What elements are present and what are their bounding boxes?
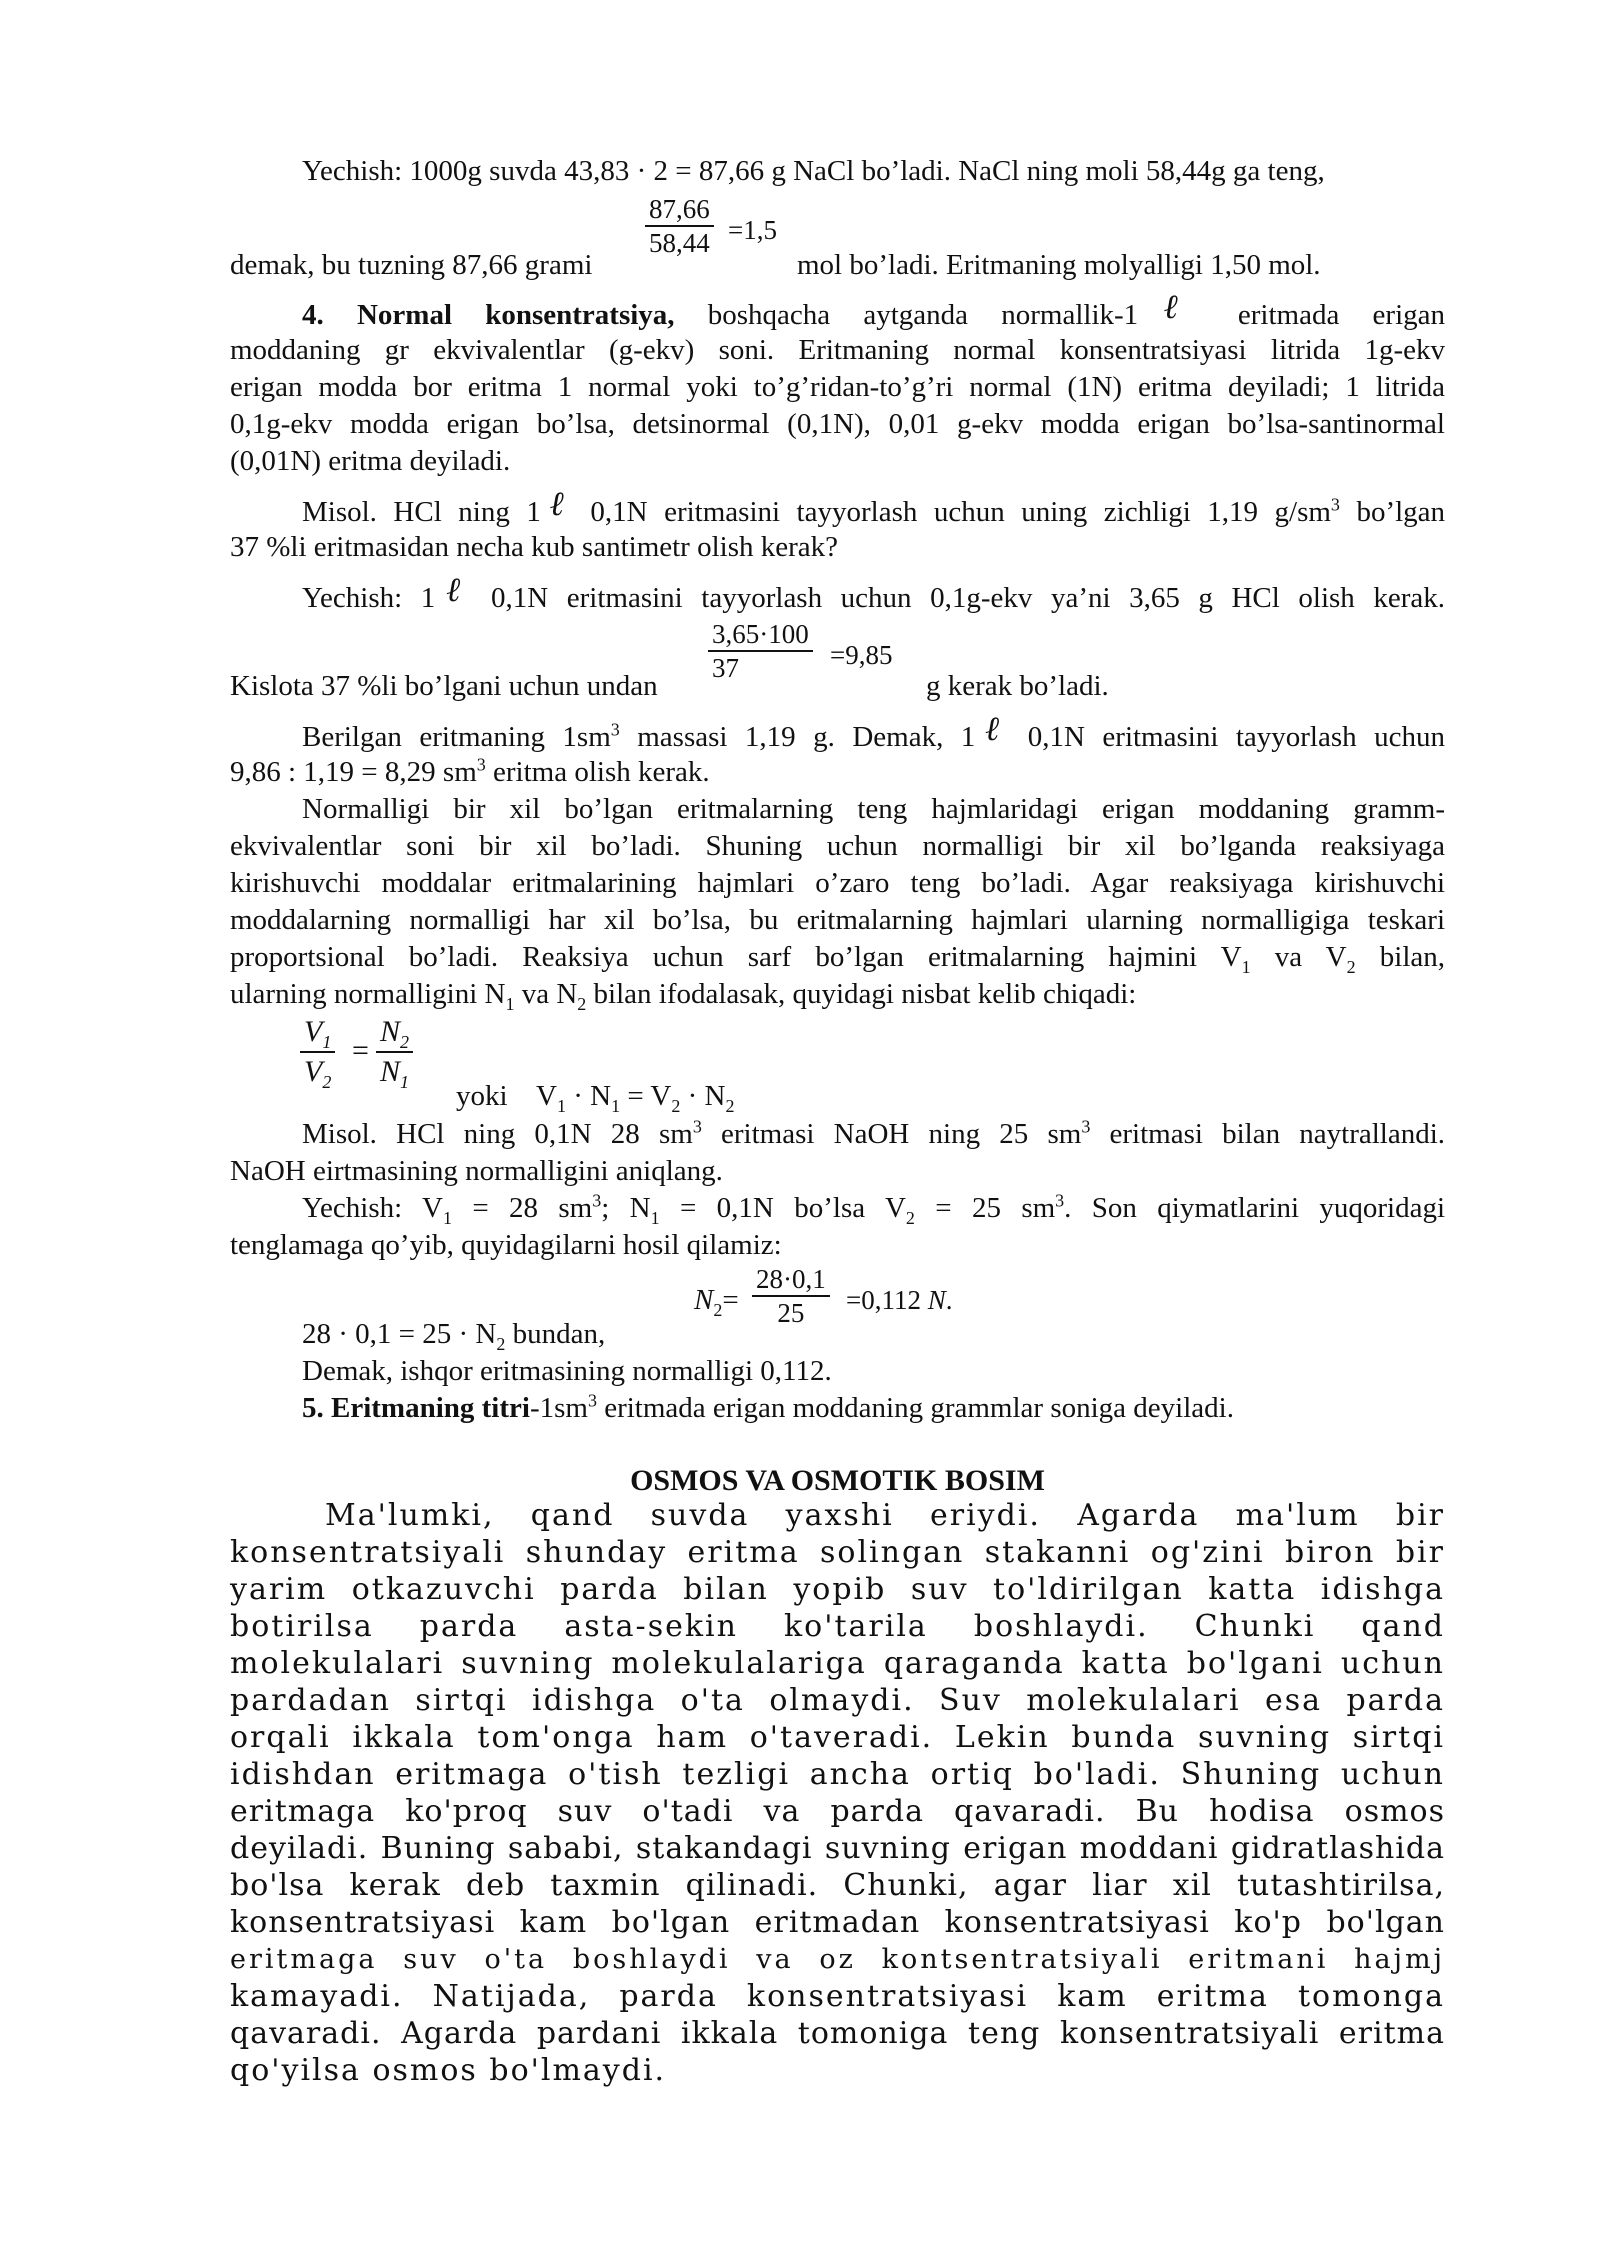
superscript: 3: [476, 754, 486, 775]
text-line: [302, 1390, 1445, 1426]
text-line: kirishuvchi moddalar eritmalarining hajmlari o’zaro teng bo’ladi. Agar reaksiyaga kirishuvchi: [230, 867, 1445, 899]
subscript: 1: [442, 1207, 452, 1228]
text-span: eritmada erigan moddaning grammlar soniga deyiladi.: [604, 1392, 1234, 1424]
text-line: [302, 709, 1445, 755]
liter-symbol: ℓ: [540, 484, 574, 524]
fraction-denominator: $N_1$: [380, 1055, 410, 1092]
text-line: [302, 1116, 1445, 1152]
text-line: Kislota 37 %li bo’lgani uchun undan: [230, 670, 658, 702]
text-line: g kerak bo’ladi.: [926, 670, 1109, 702]
superscript: 3: [592, 1190, 602, 1211]
text-line: demak, bu tuzning 87,66 grami: [230, 249, 593, 281]
text-line: konsentratsiyali shunday eritma solingan stakanni og'zini biron bir: [230, 1535, 1445, 1570]
text-span: bilan,: [1379, 941, 1446, 973]
text-line: [230, 976, 1445, 1012]
text-line: kamayadi. Natijada, parda konsentratsiyasi kam eritma tomonga: [230, 1979, 1445, 2014]
fraction-denominator: 58,44: [649, 228, 710, 258]
text-span: Berilgan eritmaning 1sm: [302, 721, 611, 753]
text-line: [302, 484, 1446, 530]
fraction-denominator: 25: [777, 1298, 805, 1328]
text-line: [302, 287, 1445, 333]
text-line: 0,1g-ekv modda erigan bo’lsa, detsinormal (0,1N), 0,01 g-ekv modda erigan bo’lsa-santinormal: [230, 408, 1445, 440]
subscript: 1: [650, 1207, 660, 1228]
section-title: 5. Eritmaning titri: [302, 1392, 530, 1424]
text-line: (0,01N) eritma deyiladi.: [230, 445, 511, 477]
fraction-result: =1,5: [728, 215, 777, 245]
text-span: bo’lgan: [1356, 496, 1446, 528]
text-span: 9,86 : 1,19 = 8,29 sm: [230, 756, 477, 788]
text-span: eritma olish kerak.: [493, 756, 710, 788]
text-span: 0,1N eritmasini tayyorlash uchun: [1027, 721, 1445, 753]
text-span: eritmasi bilan naytrallandi.: [1109, 1118, 1446, 1150]
text-line: konsentratsiyasi kam bo'lgan eritmadan konsentratsiyasi ko'p bo'lgan: [230, 1905, 1445, 1940]
superscript: 3: [692, 1116, 702, 1137]
fraction-numerator: $V_1$: [304, 1015, 332, 1052]
text-span: -1sm: [529, 1392, 588, 1424]
text-line: orqali ikkala tom'onga ham o'taveradi. Lekin bunda suvning sirtqi: [230, 1720, 1445, 1755]
text-line: [302, 570, 1446, 616]
text-line: 37 %li eritmasidan necha kub santimetr olish kerak?: [230, 531, 839, 563]
text-line: $28 \cdot 0,1 = 25 \cdot N_2$ bundan,: [302, 1318, 606, 1354]
subscript: 2: [577, 993, 587, 1014]
text-line: bo'lsa kerak deb taxmin qilinadi. Chunki, agar liar xil tutashtirilsa,: [230, 1868, 1445, 1903]
text-line: [230, 754, 1445, 790]
text-line: Yechish: 1000g suvda 43,83 · 2 = 87,66 g NaCl bo’ladi. NaCl ning moli 58,44g ga teng,: [302, 155, 1325, 187]
fraction-molality: [645, 193, 714, 259]
fraction-denominator: $V_2$: [304, 1055, 332, 1092]
text-line: Normalligi bir xil bo’lgan eritmalarning teng hajmlaridagi erigan moddaning gramm-: [302, 793, 1445, 825]
fraction-v1-v2: [300, 1013, 335, 1091]
text-line: [302, 1190, 1445, 1226]
text-span: 0,1N eritmasini tayyorlash uchun 0,1g-ekv ya’ni 3,65 g HCl olish kerak.: [491, 582, 1446, 614]
section-title: 4. Normal konsentratsiya,: [302, 299, 675, 331]
liter-symbol: ℓ: [975, 709, 1011, 749]
text-span: bilan ifodalasak, quyidagi nisbat kelib chiqadi:: [593, 978, 1137, 1010]
liter-symbol: ℓ: [1138, 287, 1205, 327]
equals-sign: =: [352, 1034, 369, 1067]
fraction-result: =0,112 N.: [846, 1285, 953, 1315]
fraction-numerator: 3,65·100: [712, 619, 809, 649]
text-line: NaOH eirtmasining normalligini aniqlang.: [230, 1155, 723, 1187]
superscript: 3: [1081, 1116, 1091, 1137]
text-span: Misol. HCl ning 1: [302, 496, 541, 528]
text-line: deyiladi. Buning sababi, stakandagi suvning erigan moddani gidratlashida: [230, 1831, 1445, 1866]
text-line: molekulalari suvning molekulalariga qaraganda katta bo'lgani uchun: [230, 1646, 1445, 1681]
subscript: 2: [905, 1207, 915, 1228]
fraction-numerator: 87,66: [649, 194, 710, 224]
text-line: moddaning gr ekvivalentlar (g-ekv) soni. Eritmaning normal konsentratsiyasi litrida 1g-ekv: [230, 334, 1445, 366]
text-line: qo'yilsa osmos bo'lmaydi.: [230, 2053, 667, 2088]
text-span: Yechish: 1: [302, 582, 436, 614]
fraction-numerator: 28·0,1: [756, 1264, 826, 1294]
fraction-denominator: 37: [712, 653, 739, 683]
fraction-volume: [708, 618, 813, 684]
text-line: pardadan sirtqi idishga o'ta olmaydi. Suv molekulalari esa parda: [230, 1683, 1445, 1718]
text-line: Demak, ishqor eritmasining normalligi 0,112.: [302, 1355, 832, 1387]
text-line: botirilsa parda asta-sekin ko'tarila boshlaydi. Chunki qand: [230, 1609, 1445, 1644]
superscript: 3: [1055, 1190, 1065, 1211]
equation-text: $V_1 \cdot N_1 = V_2 \cdot N_2$: [536, 1080, 735, 1116]
text-line: idishdan eritmaga o'tish tezligi ancha ortiq bo'ladi. Shuning uchun: [230, 1757, 1445, 1792]
text-line: eritmaga ko'proq suv o'tadi va parda qavaradi. Bu hodisa osmos: [230, 1794, 1445, 1829]
text-line: qavaradi. Agarda pardani ikkala tomoniga teng konsentratsiyali eritma: [230, 2016, 1445, 2051]
superscript: 3: [610, 719, 620, 740]
text-span: massasi 1,19 g. Demak, 1: [637, 721, 976, 753]
text-span: boshqacha aytganda normallik-1: [707, 299, 1139, 331]
n2-symbol: $N_2=$: [694, 1284, 739, 1320]
text-span: proportsional bo’ladi. Reaksiya uchun sarf bo’lgan eritmalarning hajmini V: [230, 941, 1242, 973]
text-line: yarim otkazuvchi parda bilan yopib suv to'ldirilgan katta idishga: [230, 1572, 1445, 1607]
section-heading: OSMOS VA OSMOTIK BOSIM: [630, 1464, 1045, 1497]
text-span: yoki: [456, 1080, 508, 1112]
text-span: Yechish: V: [302, 1192, 443, 1224]
text-span: va V: [1274, 941, 1347, 973]
liter-symbol: ℓ: [435, 570, 473, 610]
text-line: [230, 939, 1445, 975]
superscript: 3: [587, 1390, 597, 1411]
subscript: 1: [505, 993, 515, 1014]
text-span: = 25 sm: [914, 1192, 1056, 1224]
text-line: moddalarning normalligi har xil bo’lsa, bu eritmalarning hajmlari ularning normalligiga teskari: [230, 904, 1445, 936]
text-line: Ma'lumki, qand suvda yaxshi eriydi. Agarda ma'lum bir: [325, 1498, 1445, 1533]
fraction-n2-n1: [376, 1013, 413, 1091]
text-line: erigan modda bor eritma 1 normal yoki to’g’ridan-to’g’ri normal (1N) eritma deyiladi; 1 litrida: [230, 371, 1445, 403]
fraction-numerator: $N_2$: [380, 1015, 410, 1052]
text-line: tenglamaga qo’yib, quyidagilarni hosil qilamiz:: [230, 1229, 782, 1261]
text-span: = 28 sm: [451, 1192, 593, 1224]
subscript: 1: [1241, 956, 1251, 977]
text-span: = 0,1N bo’lsa V: [659, 1192, 906, 1224]
text-span: . Son qiymatlarini yuqoridagi: [1064, 1192, 1446, 1224]
text-span: eritmada erigan: [1237, 299, 1445, 331]
text-span: ; N: [601, 1192, 651, 1224]
fraction-result: =9,85: [830, 640, 893, 670]
subscript: 2: [1346, 956, 1356, 977]
text-line: mol bo’ladi. Eritmaning molyalligi 1,50 mol.: [797, 249, 1321, 281]
text-span: va N: [521, 978, 578, 1010]
superscript: 3: [1330, 494, 1340, 515]
text-span: ularning normalligini N: [230, 978, 506, 1010]
text-line: ekvivalentlar soni bir xil bo’ladi. Shuning uchun normalligi bir xil bo’lganda reaksiyaga: [230, 830, 1445, 862]
text-span: 0,1N eritmasini tayyorlash uchun uning zichligi 1,19 g/sm: [590, 496, 1331, 528]
text-span: eritmasi NaOH ning 25 sm: [721, 1118, 1082, 1150]
fraction-normality: [752, 1263, 830, 1329]
text-line: eritmaga suv o'ta boshlaydi va oz kontsentratsiyali eritmani hajmj: [230, 1944, 1445, 1975]
text-span: Misol. HCl ning 0,1N 28 sm: [302, 1118, 693, 1150]
